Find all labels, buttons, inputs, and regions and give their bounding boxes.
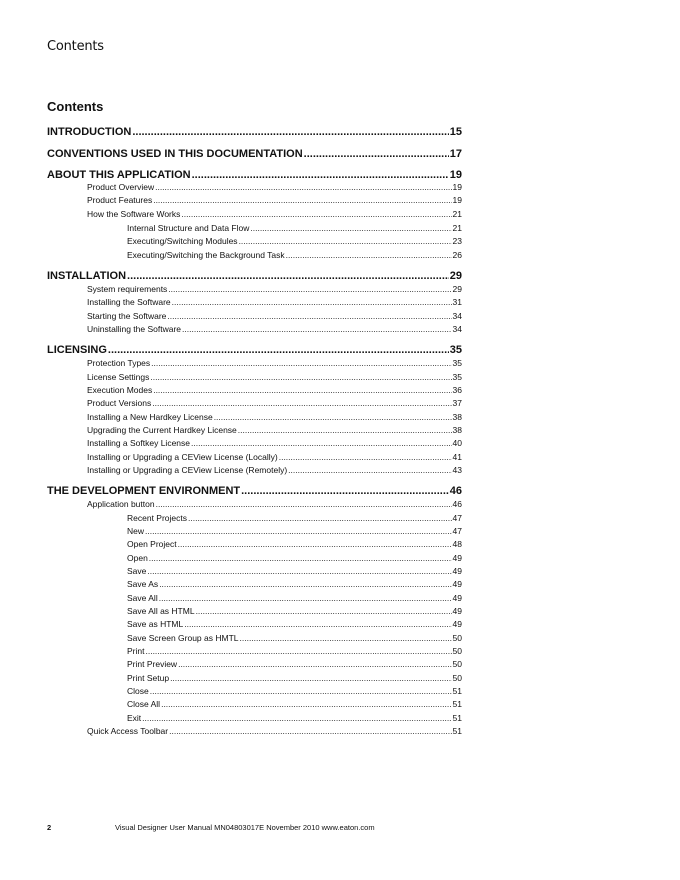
- toc-leader-dots: [172, 296, 452, 308]
- toc-entry[interactable]: [47, 512, 462, 524]
- toc-leader-dots: [250, 222, 451, 234]
- toc-entry-title: Save All as HTML: [127, 606, 195, 616]
- toc-entry[interactable]: [47, 181, 462, 193]
- toc-entry-page: 50: [452, 673, 462, 683]
- toc-leader-dots: [169, 725, 451, 737]
- toc-entry-title: Save All: [127, 593, 158, 603]
- toc-entry-page: 41: [452, 452, 462, 462]
- toc-entry-title: Installing or Upgrading a CEView License (Locally): [87, 452, 278, 462]
- toc-entry-title: Installing the Software: [87, 297, 171, 307]
- toc-entry-title: Save as HTML: [127, 619, 184, 629]
- toc-entry[interactable]: [47, 538, 462, 550]
- toc-leader-dots: [150, 685, 452, 697]
- toc-entry[interactable]: [47, 235, 462, 247]
- toc-entry-page: 51: [452, 699, 462, 709]
- toc-leader-dots: [150, 371, 451, 383]
- toc-entry[interactable]: [47, 698, 462, 710]
- toc-entry[interactable]: [47, 357, 462, 369]
- toc-entry-title: CONVENTIONS USED IN THIS DOCUMENTATION: [47, 148, 303, 160]
- toc-leader-dots: [181, 208, 451, 220]
- toc-leader-dots: [168, 283, 451, 295]
- footer-page-number: 2: [47, 823, 52, 832]
- toc-entry-page: 34: [452, 324, 462, 334]
- toc-entry[interactable]: [47, 485, 462, 497]
- toc-entry[interactable]: [47, 632, 462, 644]
- toc-entry-title: Close: [127, 686, 149, 696]
- toc-entry[interactable]: [47, 411, 462, 423]
- toc-entry[interactable]: [47, 397, 462, 409]
- toc-entry-page: 51: [452, 713, 462, 723]
- toc-leader-dots: [191, 437, 452, 449]
- toc-entry[interactable]: [47, 222, 462, 234]
- toc-entry-title: Executing/Switching the Background Task: [127, 250, 285, 260]
- toc-entry[interactable]: [47, 169, 462, 181]
- toc-entry[interactable]: [47, 424, 462, 436]
- toc-entry-title: THE DEVELOPMENT ENVIRONMENT: [47, 485, 241, 497]
- toc-leader-dots: [142, 712, 451, 724]
- toc-entry-page: 38: [452, 425, 462, 435]
- toc-leader-dots: [167, 310, 451, 322]
- toc-entry-page: 38: [452, 412, 462, 422]
- toc-leader-dots: [170, 672, 451, 684]
- toc-entry[interactable]: [47, 592, 462, 604]
- toc-leader-dots: [152, 397, 451, 409]
- toc-entry-page: 23: [452, 236, 462, 246]
- toc-entry-title: System requirements: [87, 284, 168, 294]
- toc-leader-dots: [156, 498, 452, 510]
- toc-entry-page: 19: [452, 195, 462, 205]
- toc-entry-title: Installing a Softkey License: [87, 438, 191, 448]
- toc-entry[interactable]: [47, 525, 462, 537]
- running-header-title: Contents: [47, 39, 104, 54]
- toc-entry-page: 51: [452, 726, 462, 736]
- toc-entry-page: 49: [452, 593, 462, 603]
- toc-entry-page: 49: [452, 579, 462, 589]
- toc-entry-title: Print Preview: [127, 659, 178, 669]
- toc-entry[interactable]: [47, 194, 462, 206]
- toc-entry-title: Close All: [127, 699, 161, 709]
- toc-entry-title: INSTALLATION: [47, 270, 127, 282]
- toc-entry-page: 49: [452, 566, 462, 576]
- toc-entry[interactable]: [47, 605, 462, 617]
- toc-entry-title: Save As: [127, 579, 159, 589]
- toc-entry-title: INTRODUCTION: [47, 126, 132, 138]
- toc-entry-title: Product Overview: [87, 182, 155, 192]
- toc-leader-dots: [304, 148, 449, 160]
- toc-leader-dots: [279, 451, 452, 463]
- toc-entry[interactable]: [47, 552, 462, 564]
- toc-entry-page: 51: [452, 686, 462, 696]
- toc-entry-page: 49: [452, 606, 462, 616]
- toc-entry[interactable]: [47, 712, 462, 724]
- toc-leader-dots: [145, 525, 452, 537]
- toc-entry[interactable]: [47, 725, 462, 737]
- toc-entry-title: How the Software Works: [87, 209, 181, 219]
- toc-entry-title: Print Setup: [127, 673, 170, 683]
- toc-leader-dots: [196, 605, 452, 617]
- toc-entry[interactable]: [47, 296, 462, 308]
- toc-entry-page: 50: [452, 633, 462, 643]
- toc-entry-title: Product Features: [87, 195, 153, 205]
- toc-entry-title: LICENSING: [47, 344, 107, 356]
- toc-entry-title: Upgrading the Current Hardkey License: [87, 425, 237, 435]
- toc-leader-dots: [147, 565, 451, 577]
- toc-entry-page: 35: [452, 358, 462, 368]
- toc-entry[interactable]: [47, 208, 462, 220]
- toc-entry[interactable]: [47, 645, 462, 657]
- toc-entry[interactable]: [47, 344, 462, 356]
- toc-entry-page: 21: [452, 209, 462, 219]
- toc-leader-dots: [184, 618, 451, 630]
- toc-entry-page: 35: [449, 344, 462, 356]
- toc-entry-page: 46: [452, 499, 462, 509]
- toc-leader-dots: [108, 344, 449, 356]
- toc-leader-dots: [149, 552, 452, 564]
- toc-entry-title: Open: [127, 553, 148, 563]
- toc-entry[interactable]: [47, 672, 462, 684]
- toc-entry[interactable]: [47, 565, 462, 577]
- toc-entry-title: Installing or Upgrading a CEView License (Remotely): [87, 465, 288, 475]
- toc-leader-dots: [178, 658, 451, 670]
- toc-entry[interactable]: [47, 249, 462, 261]
- toc-entry[interactable]: [47, 371, 462, 383]
- toc-entry[interactable]: [47, 578, 462, 590]
- toc-entry-title: Application button: [87, 499, 155, 509]
- toc-entry[interactable]: [47, 126, 462, 138]
- toc-entry-page: 31: [452, 297, 462, 307]
- toc-entry-page: 29: [449, 270, 462, 282]
- toc-entry-title: Starting the Software: [87, 311, 167, 321]
- toc-entry-title: Internal Structure and Data Flow: [127, 223, 250, 233]
- toc-entry-title: Recent Projects: [127, 513, 187, 523]
- toc-entry-title: Execution Modes: [87, 385, 153, 395]
- toc-entry-page: 40: [452, 438, 462, 448]
- toc-entry-page: 50: [452, 659, 462, 669]
- toc-leader-dots: [188, 512, 452, 524]
- toc-entry[interactable]: [47, 464, 462, 476]
- page-title: Contents: [47, 99, 104, 114]
- toc-leader-dots: [241, 485, 449, 497]
- toc-entry-title: Uninstalling the Software: [87, 324, 182, 334]
- toc-entry-title: Exit: [127, 713, 142, 723]
- toc-entry-title: Save Screen Group as HMTL: [127, 633, 239, 643]
- footer-text: Visual Designer User Manual MN04803017E November 2010 www.eaton.com: [115, 823, 375, 832]
- toc-entry[interactable]: [47, 283, 462, 295]
- toc-entry-title: Protection Types: [87, 358, 151, 368]
- toc-leader-dots: [132, 126, 448, 138]
- toc-entry-page: 36: [452, 385, 462, 395]
- toc-entry-title: Print: [127, 646, 145, 656]
- toc-leader-dots: [153, 384, 451, 396]
- toc-leader-dots: [286, 249, 452, 261]
- toc-leader-dots: [127, 270, 449, 282]
- toc-leader-dots: [214, 411, 452, 423]
- toc-entry-page: 48: [452, 539, 462, 549]
- toc-entry[interactable]: [47, 451, 462, 463]
- toc-leader-dots: [159, 592, 452, 604]
- toc-entry-page: 47: [452, 513, 462, 523]
- toc-entry-title: Save: [127, 566, 147, 576]
- toc-entry[interactable]: [47, 270, 462, 282]
- toc-entry-page: 43: [452, 465, 462, 475]
- toc-leader-dots: [161, 698, 451, 710]
- toc-entry-page: 15: [449, 126, 462, 138]
- toc-entry-page: 35: [452, 372, 462, 382]
- toc-entry-title: ABOUT THIS APPLICATION: [47, 169, 191, 181]
- toc-entry-page: 19: [449, 169, 462, 181]
- toc-leader-dots: [239, 235, 452, 247]
- toc-entry-title: Executing/Switching Modules: [127, 236, 238, 246]
- toc-leader-dots: [153, 194, 451, 206]
- toc-leader-dots: [192, 169, 449, 181]
- toc-entry-page: 19: [452, 182, 462, 192]
- toc-entry[interactable]: [47, 685, 462, 697]
- toc-entry[interactable]: [47, 148, 462, 160]
- toc-entry-title: Open Project: [127, 539, 177, 549]
- toc-leader-dots: [151, 357, 451, 369]
- toc-entry-title: Product Versions: [87, 398, 152, 408]
- toc-entry-title: Quick Access Toolbar: [87, 726, 169, 736]
- toc-entry-page: 46: [449, 485, 462, 497]
- toc-entry-page: 47: [452, 526, 462, 536]
- toc-entry[interactable]: [47, 498, 462, 510]
- toc-leader-dots: [159, 578, 451, 590]
- toc-entry-page: 26: [452, 250, 462, 260]
- toc-entry-title: License Settings: [87, 372, 150, 382]
- toc-entry-title: Installing a New Hardkey License: [87, 412, 213, 422]
- toc-entry[interactable]: [47, 437, 462, 449]
- toc-entry-page: 37: [452, 398, 462, 408]
- toc-leader-dots: [288, 464, 451, 476]
- toc-entry-page: 17: [449, 148, 462, 160]
- toc-entry-page: 50: [452, 646, 462, 656]
- toc-leader-dots: [145, 645, 451, 657]
- toc-entry-page: 49: [452, 619, 462, 629]
- toc-entry[interactable]: [47, 618, 462, 630]
- toc-leader-dots: [238, 424, 452, 436]
- toc-entry[interactable]: [47, 658, 462, 670]
- toc-entry-page: 21: [452, 223, 462, 233]
- toc-entry-page: 34: [452, 311, 462, 321]
- toc-entry[interactable]: [47, 384, 462, 396]
- toc-leader-dots: [240, 632, 452, 644]
- toc-entry-title: New: [127, 526, 145, 536]
- toc-entry-page: 29: [452, 284, 462, 294]
- toc-entry[interactable]: [47, 310, 462, 322]
- toc-leader-dots: [178, 538, 452, 550]
- toc-leader-dots: [155, 181, 451, 193]
- toc-entry[interactable]: [47, 323, 462, 335]
- toc-entry-page: 49: [452, 553, 462, 563]
- toc-leader-dots: [182, 323, 452, 335]
